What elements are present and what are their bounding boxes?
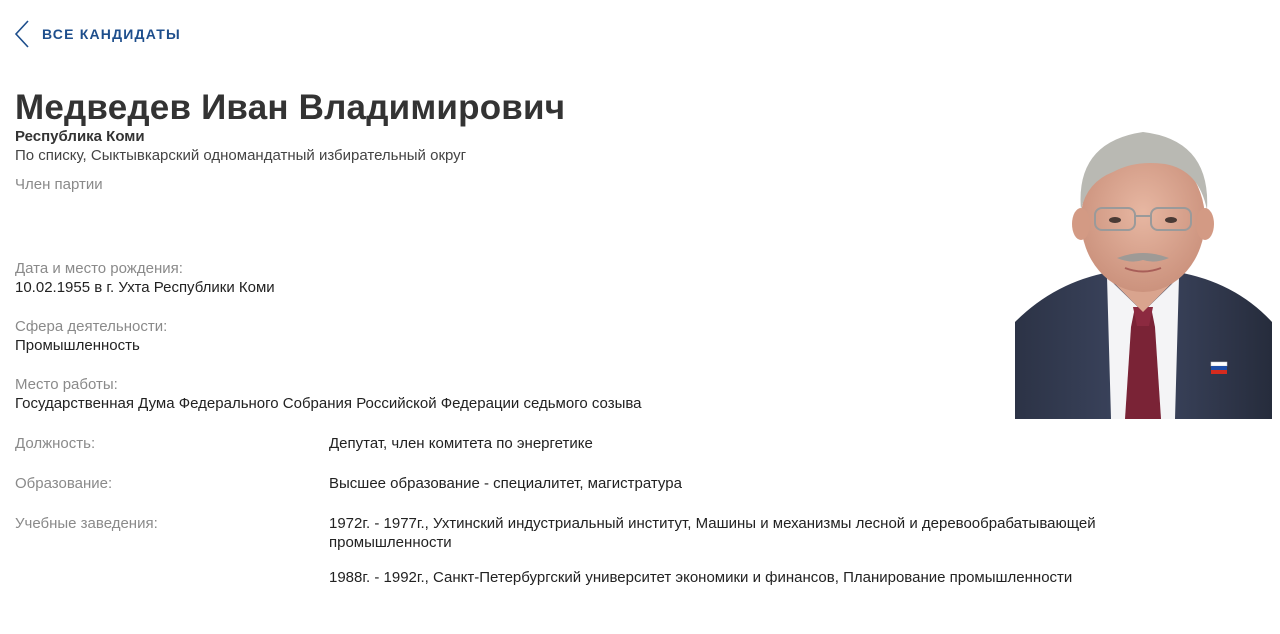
candidate-region: Республика Коми	[15, 128, 145, 145]
back-link-label: ВСЕ КАНДИДАТЫ	[42, 26, 181, 42]
workplace-label: Место работы:	[15, 376, 118, 393]
party-status: Член партии	[15, 176, 103, 193]
education-label: Образование:	[15, 475, 113, 492]
birth-label: Дата и место рождения:	[15, 260, 183, 277]
position-label: Должность:	[15, 435, 96, 452]
candidate-name: Медведев Иван Владимирович	[15, 88, 566, 127]
back-to-candidates-link[interactable]	[14, 20, 181, 48]
workplace-value: Государственная Дума Федерального Собрания Российской Федерации седьмого созыва	[15, 395, 642, 412]
education-value: Высшее образование - специалитет, магистратура	[329, 475, 682, 492]
institutions-list	[329, 514, 1189, 603]
candidate-photo	[1015, 112, 1272, 419]
workplace-section	[15, 375, 642, 413]
birth-section	[15, 259, 275, 297]
institution-item: 1972г. - 1977г., Ухтинский индустриальный институт, Машины и механизмы лесной и деревообрабатывающей промышленности	[329, 515, 1096, 551]
candidate-list-info: По списку, Сыктывкарский одномандатный избирательный округ	[15, 147, 467, 164]
institutions-label: Учебные заведения:	[15, 515, 158, 532]
institution-item: 1988г. - 1992г., Санкт-Петербургский университет экономики и финансов, Планирование промышленности	[329, 569, 1073, 586]
chevron-left-icon	[14, 20, 30, 48]
position-value: Депутат, член комитета по энергетике	[329, 435, 593, 452]
sphere-label: Сфера деятельности:	[15, 318, 168, 335]
sphere-section	[15, 317, 167, 355]
sphere-value: Промышленность	[15, 337, 140, 354]
birth-value: 10.02.1955 в г. Ухта Республики Коми	[15, 279, 275, 296]
